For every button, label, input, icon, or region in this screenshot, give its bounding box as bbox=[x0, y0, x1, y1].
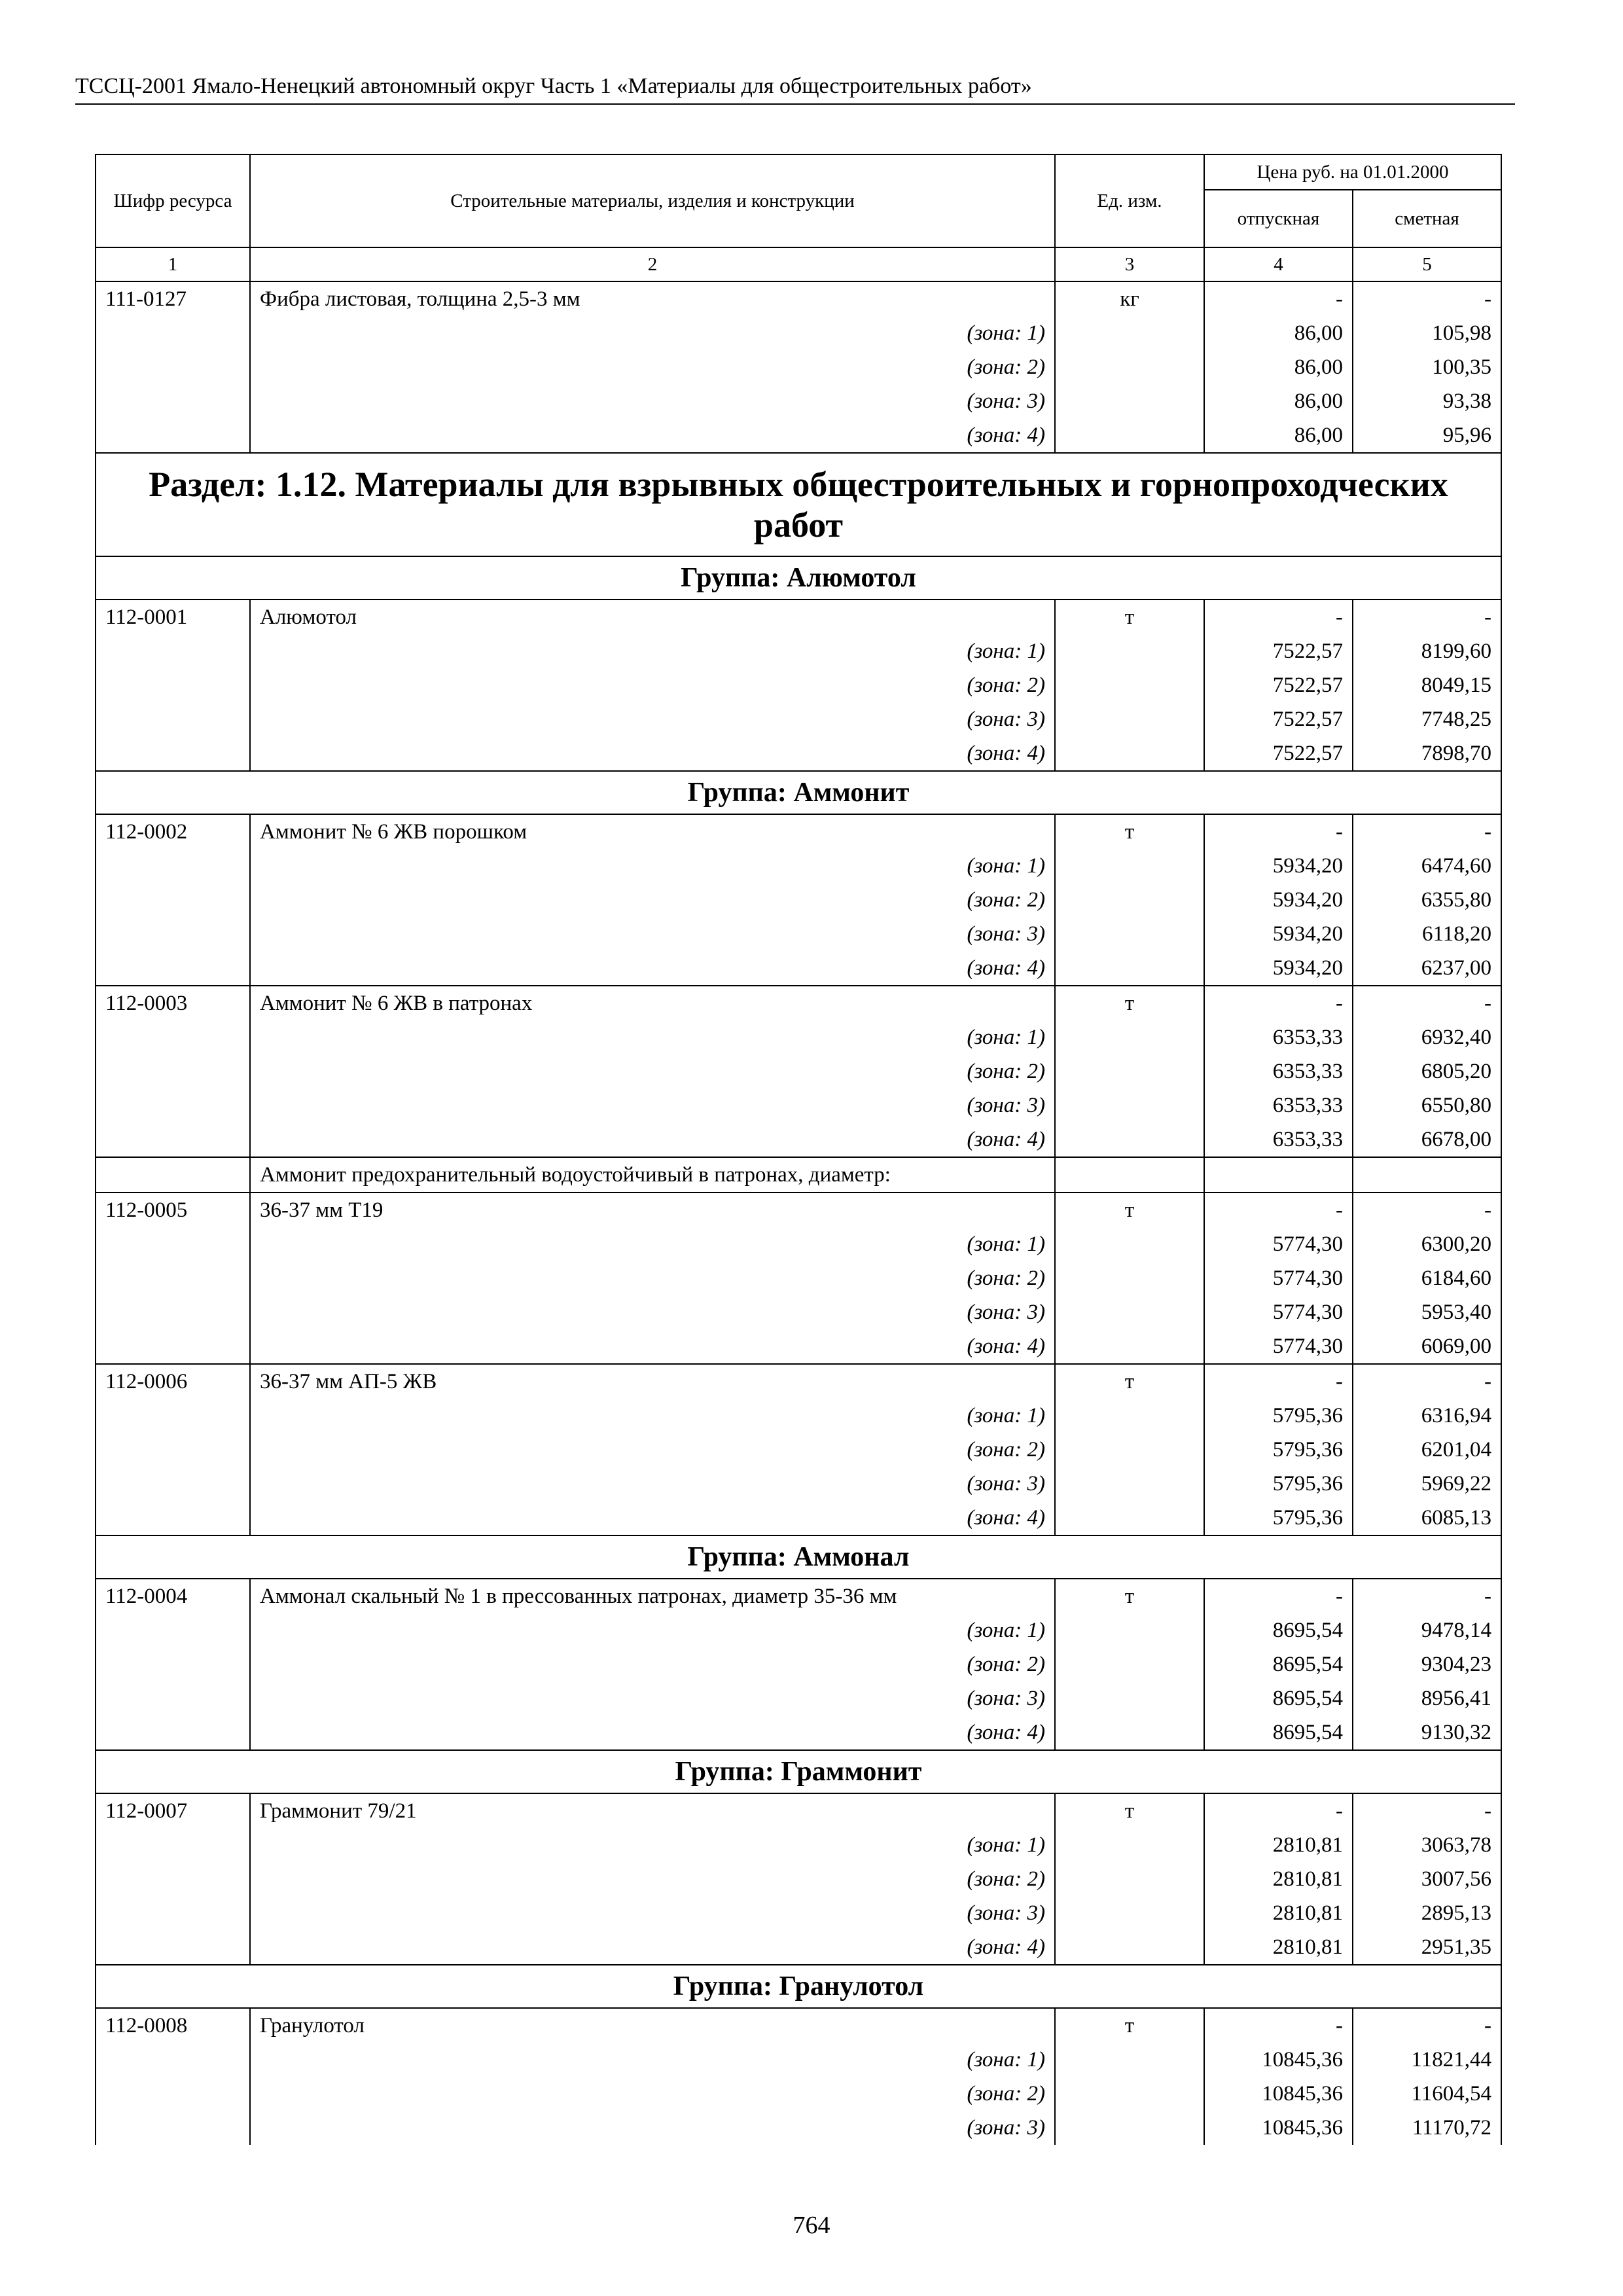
unit-cell bbox=[1055, 1054, 1204, 1088]
release-price: 86,00 bbox=[1204, 316, 1353, 350]
zone-row bbox=[96, 1433, 1501, 1467]
release-price: 5774,30 bbox=[1204, 1261, 1353, 1295]
release-price: 7522,57 bbox=[1204, 668, 1353, 702]
release-price: - bbox=[1204, 1579, 1353, 1613]
release-price: 6353,33 bbox=[1204, 1122, 1353, 1157]
zone-label: (зона: 3) bbox=[250, 2111, 1055, 2145]
unit-cell: т bbox=[1055, 1579, 1204, 1613]
estimate-price: 3007,56 bbox=[1353, 1862, 1501, 1896]
unit-cell bbox=[1055, 418, 1204, 453]
col-header-code: Шифр ресурса bbox=[96, 154, 250, 247]
release-price: 2810,81 bbox=[1204, 1930, 1353, 1965]
unit-cell: т bbox=[1055, 600, 1204, 634]
estimate-price: 8199,60 bbox=[1353, 634, 1501, 668]
zone-label: (зона: 1) bbox=[250, 316, 1055, 350]
estimate-price: 6300,20 bbox=[1353, 1227, 1501, 1261]
resource-code bbox=[96, 702, 250, 736]
resource-code bbox=[96, 2077, 250, 2111]
zone-row bbox=[96, 316, 1501, 350]
col-number: 2 bbox=[250, 247, 1055, 281]
estimate-price: 6118,20 bbox=[1353, 917, 1501, 951]
estimate-price: 6932,40 bbox=[1353, 1020, 1501, 1054]
unit-cell bbox=[1055, 951, 1204, 986]
resource-code bbox=[96, 1020, 250, 1054]
resource-code: 111-0127 bbox=[96, 281, 250, 316]
material-name: 36-37 мм Т19 bbox=[250, 1193, 1055, 1227]
unit-cell bbox=[1055, 1261, 1204, 1295]
resource-code bbox=[96, 1896, 250, 1930]
estimate-price: - bbox=[1353, 281, 1501, 316]
zone-label: (зона: 2) bbox=[250, 2077, 1055, 2111]
resource-code bbox=[96, 1647, 250, 1681]
unit-cell: т bbox=[1055, 1364, 1204, 1399]
zone-label: (зона: 1) bbox=[250, 849, 1055, 883]
section-title: Раздел: 1.12. Материалы для взрывных общестроительных и горнопроходческих работ bbox=[96, 453, 1501, 556]
unit-cell bbox=[1055, 1399, 1204, 1433]
col-header-price: Цена руб. на 01.01.2000 bbox=[1204, 154, 1501, 190]
release-price: 8695,54 bbox=[1204, 1715, 1353, 1750]
unit-cell bbox=[1055, 1930, 1204, 1965]
release-price: 6353,33 bbox=[1204, 1054, 1353, 1088]
resource-code bbox=[96, 418, 250, 453]
zone-label: (зона: 3) bbox=[250, 1467, 1055, 1501]
zone-row bbox=[96, 1896, 1501, 1930]
unit-cell bbox=[1055, 1122, 1204, 1157]
resource-code bbox=[96, 1054, 250, 1088]
estimate-price: 100,35 bbox=[1353, 350, 1501, 384]
zone-label: (зона: 3) bbox=[250, 702, 1055, 736]
release-price: 86,00 bbox=[1204, 384, 1353, 418]
unit-cell: т bbox=[1055, 1193, 1204, 1227]
unit-cell bbox=[1055, 1467, 1204, 1501]
resource-code bbox=[96, 384, 250, 418]
resource-code bbox=[96, 917, 250, 951]
section-row bbox=[96, 453, 1501, 556]
estimate-price: - bbox=[1353, 1364, 1501, 1399]
group-title: Группа: Гранулотол bbox=[96, 1965, 1501, 2008]
unit-cell bbox=[1055, 1501, 1204, 1535]
resource-code bbox=[96, 951, 250, 986]
zone-row bbox=[96, 736, 1501, 771]
release-price: 7522,57 bbox=[1204, 702, 1353, 736]
resource-code bbox=[96, 1828, 250, 1862]
resource-code bbox=[96, 1122, 250, 1157]
release-price: 10845,36 bbox=[1204, 2077, 1353, 2111]
zone-row bbox=[96, 1088, 1501, 1122]
zone-label: (зона: 3) bbox=[250, 1896, 1055, 1930]
zone-label: (зона: 1) bbox=[250, 634, 1055, 668]
page-header: ТССЦ-2001 Ямало-Ненецкий автономный округ Часть 1 «Материалы для общестроительных работ» bbox=[75, 73, 1515, 105]
release-price: 5934,20 bbox=[1204, 951, 1353, 986]
group-title: Группа: Аммонал bbox=[96, 1535, 1501, 1579]
zone-row bbox=[96, 1329, 1501, 1364]
material-name: Аммонал скальный № 1 в прессованных патронах, диаметр 35-36 мм bbox=[250, 1579, 1055, 1613]
estimate-price: 6678,00 bbox=[1353, 1122, 1501, 1157]
zone-label: (зона: 1) bbox=[250, 1613, 1055, 1647]
zone-label: (зона: 1) bbox=[250, 1828, 1055, 1862]
release-price: 8695,54 bbox=[1204, 1681, 1353, 1715]
estimate-price: 7748,25 bbox=[1353, 702, 1501, 736]
zone-row bbox=[96, 384, 1501, 418]
zone-row bbox=[96, 2077, 1501, 2111]
release-price: 5795,36 bbox=[1204, 1433, 1353, 1467]
unit-cell bbox=[1055, 634, 1204, 668]
zone-row bbox=[96, 634, 1501, 668]
release-price: - bbox=[1204, 1193, 1353, 1227]
unit-cell bbox=[1055, 384, 1204, 418]
zone-row bbox=[96, 1647, 1501, 1681]
release-price: 10845,36 bbox=[1204, 2043, 1353, 2077]
resource-code bbox=[96, 1501, 250, 1535]
zone-label: (зона: 2) bbox=[250, 1261, 1055, 1295]
unit-cell: т bbox=[1055, 986, 1204, 1020]
estimate-price: - bbox=[1353, 986, 1501, 1020]
estimate-price: 8956,41 bbox=[1353, 1681, 1501, 1715]
zone-label: (зона: 4) bbox=[250, 1122, 1055, 1157]
release-price: - bbox=[1204, 1364, 1353, 1399]
estimate-price: 6184,60 bbox=[1353, 1261, 1501, 1295]
zone-label: (зона: 2) bbox=[250, 668, 1055, 702]
estimate-price: 11821,44 bbox=[1353, 2043, 1501, 2077]
estimate-price: 9130,32 bbox=[1353, 1715, 1501, 1750]
zone-row bbox=[96, 1054, 1501, 1088]
resource-code: 112-0007 bbox=[96, 1793, 250, 1828]
unit-cell bbox=[1055, 1862, 1204, 1896]
release-price: - bbox=[1204, 2008, 1353, 2043]
resource-code: 112-0004 bbox=[96, 1579, 250, 1613]
estimate-price: 2895,13 bbox=[1353, 1896, 1501, 1930]
estimate-price: 6201,04 bbox=[1353, 1433, 1501, 1467]
unit-cell bbox=[1055, 1295, 1204, 1329]
zone-row bbox=[96, 1501, 1501, 1535]
zone-row bbox=[96, 951, 1501, 986]
unit-cell bbox=[1055, 350, 1204, 384]
release-price: 6353,33 bbox=[1204, 1020, 1353, 1054]
estimate-price: 7898,70 bbox=[1353, 736, 1501, 771]
unit-cell bbox=[1055, 1088, 1204, 1122]
estimate-price: 6085,13 bbox=[1353, 1501, 1501, 1535]
unit-cell bbox=[1055, 1681, 1204, 1715]
estimate-price: - bbox=[1353, 1793, 1501, 1828]
zone-label: (зона: 1) bbox=[250, 2043, 1055, 2077]
zone-row bbox=[96, 917, 1501, 951]
release-price: 5934,20 bbox=[1204, 849, 1353, 883]
release-price: 7522,57 bbox=[1204, 634, 1353, 668]
zone-row bbox=[96, 2111, 1501, 2145]
zone-label: (зона: 4) bbox=[250, 1329, 1055, 1364]
unit-cell: т bbox=[1055, 814, 1204, 849]
zone-label: (зона: 2) bbox=[250, 1433, 1055, 1467]
unit-cell bbox=[1055, 1020, 1204, 1054]
estimate-price: 6805,20 bbox=[1353, 1054, 1501, 1088]
zone-label: (зона: 3) bbox=[250, 1681, 1055, 1715]
resource-code bbox=[96, 1467, 250, 1501]
zone-label: (зона: 4) bbox=[250, 951, 1055, 986]
material-name: 36-37 мм АП-5 ЖВ bbox=[250, 1364, 1055, 1399]
group-title: Группа: Граммонит bbox=[96, 1750, 1501, 1793]
estimate-price bbox=[1353, 1157, 1501, 1193]
zone-label: (зона: 4) bbox=[250, 418, 1055, 453]
resource-code bbox=[96, 736, 250, 771]
unit-cell bbox=[1055, 668, 1204, 702]
col-number: 3 bbox=[1055, 247, 1204, 281]
material-name: Гранулотол bbox=[250, 2008, 1055, 2043]
zone-label: (зона: 3) bbox=[250, 384, 1055, 418]
zone-label: (зона: 3) bbox=[250, 1088, 1055, 1122]
zone-row bbox=[96, 1681, 1501, 1715]
release-price: - bbox=[1204, 281, 1353, 316]
estimate-price: 95,96 bbox=[1353, 418, 1501, 453]
release-price: 5934,20 bbox=[1204, 883, 1353, 917]
estimate-price: 6474,60 bbox=[1353, 849, 1501, 883]
zone-label: (зона: 4) bbox=[250, 1501, 1055, 1535]
unit-cell bbox=[1055, 316, 1204, 350]
item-row bbox=[96, 1193, 1501, 1227]
zone-label: (зона: 4) bbox=[250, 736, 1055, 771]
table-body bbox=[96, 281, 1501, 2145]
unit-cell bbox=[1055, 736, 1204, 771]
item-row bbox=[96, 1364, 1501, 1399]
estimate-price: - bbox=[1353, 1193, 1501, 1227]
resource-code bbox=[96, 1715, 250, 1750]
col-header-unit: Ед. изм. bbox=[1055, 154, 1204, 247]
price-table bbox=[95, 154, 1502, 2145]
zone-row bbox=[96, 1467, 1501, 1501]
release-price: 5795,36 bbox=[1204, 1467, 1353, 1501]
release-price: 8695,54 bbox=[1204, 1613, 1353, 1647]
zone-row bbox=[96, 1122, 1501, 1157]
release-price: - bbox=[1204, 600, 1353, 634]
zone-row bbox=[96, 1227, 1501, 1261]
resource-code bbox=[96, 2043, 250, 2077]
group-title: Группа: Алюмотол bbox=[96, 556, 1501, 600]
resource-code bbox=[96, 1157, 250, 1193]
estimate-price: 11170,72 bbox=[1353, 2111, 1501, 2145]
resource-code bbox=[96, 634, 250, 668]
resource-code bbox=[96, 883, 250, 917]
release-price: - bbox=[1204, 1793, 1353, 1828]
group-title: Группа: Аммонит bbox=[96, 771, 1501, 814]
release-price: - bbox=[1204, 814, 1353, 849]
release-price: 5795,36 bbox=[1204, 1399, 1353, 1433]
resource-code bbox=[96, 1399, 250, 1433]
estimate-price: - bbox=[1353, 1579, 1501, 1613]
resource-code: 112-0008 bbox=[96, 2008, 250, 2043]
zone-row bbox=[96, 418, 1501, 453]
estimate-price: 6069,00 bbox=[1353, 1329, 1501, 1364]
estimate-price: 9304,23 bbox=[1353, 1647, 1501, 1681]
resource-code bbox=[96, 2111, 250, 2145]
unit-cell bbox=[1055, 1433, 1204, 1467]
resource-code bbox=[96, 1329, 250, 1364]
zone-row bbox=[96, 1399, 1501, 1433]
zone-row bbox=[96, 1020, 1501, 1054]
unit-cell: т bbox=[1055, 2008, 1204, 2043]
resource-code bbox=[96, 1433, 250, 1467]
estimate-price: 9478,14 bbox=[1353, 1613, 1501, 1647]
resource-code bbox=[96, 1613, 250, 1647]
release-price: 7522,57 bbox=[1204, 736, 1353, 771]
release-price: 6353,33 bbox=[1204, 1088, 1353, 1122]
release-price: 86,00 bbox=[1204, 418, 1353, 453]
estimate-price: 3063,78 bbox=[1353, 1828, 1501, 1862]
release-price bbox=[1204, 1157, 1353, 1193]
zone-label: (зона: 2) bbox=[250, 1054, 1055, 1088]
material-name: Аммонит № 6 ЖВ порошком bbox=[250, 814, 1055, 849]
zone-label: (зона: 2) bbox=[250, 1647, 1055, 1681]
estimate-price: 6237,00 bbox=[1353, 951, 1501, 986]
zone-label: (зона: 2) bbox=[250, 1862, 1055, 1896]
zone-row bbox=[96, 1715, 1501, 1750]
material-name: Фибра листовая, толщина 2,5-3 мм bbox=[250, 281, 1055, 316]
item-row bbox=[96, 281, 1501, 316]
zone-label: (зона: 4) bbox=[250, 1930, 1055, 1965]
estimate-price: - bbox=[1353, 2008, 1501, 2043]
material-name: Алюмотол bbox=[250, 600, 1055, 634]
resource-code: 112-0006 bbox=[96, 1364, 250, 1399]
release-price: 10845,36 bbox=[1204, 2111, 1353, 2145]
estimate-price: - bbox=[1353, 814, 1501, 849]
resource-code bbox=[96, 1295, 250, 1329]
release-price: - bbox=[1204, 986, 1353, 1020]
zone-row bbox=[96, 1261, 1501, 1295]
estimate-price: 5953,40 bbox=[1353, 1295, 1501, 1329]
estimate-price: - bbox=[1353, 600, 1501, 634]
col-number: 4 bbox=[1204, 247, 1353, 281]
zone-row bbox=[96, 849, 1501, 883]
resource-code: 112-0002 bbox=[96, 814, 250, 849]
estimate-price: 6355,80 bbox=[1353, 883, 1501, 917]
zone-row bbox=[96, 2043, 1501, 2077]
unit-cell bbox=[1055, 917, 1204, 951]
col-header-release: отпускная bbox=[1204, 190, 1353, 247]
unit-cell: т bbox=[1055, 1793, 1204, 1828]
zone-label: (зона: 3) bbox=[250, 917, 1055, 951]
item-row bbox=[96, 814, 1501, 849]
unit-cell bbox=[1055, 2111, 1204, 2145]
unit-cell bbox=[1055, 1828, 1204, 1862]
resource-code: 112-0001 bbox=[96, 600, 250, 634]
zone-row bbox=[96, 350, 1501, 384]
unit-cell bbox=[1055, 2043, 1204, 2077]
resource-code bbox=[96, 1681, 250, 1715]
estimate-price: 2951,35 bbox=[1353, 1930, 1501, 1965]
material-name: Аммонит № 6 ЖВ в патронах bbox=[250, 986, 1055, 1020]
release-price: 5774,30 bbox=[1204, 1227, 1353, 1261]
resource-code bbox=[96, 1862, 250, 1896]
unit-cell bbox=[1055, 1896, 1204, 1930]
release-price: 2810,81 bbox=[1204, 1896, 1353, 1930]
zone-row bbox=[96, 1862, 1501, 1896]
resource-code: 112-0003 bbox=[96, 986, 250, 1020]
unit-cell: кг bbox=[1055, 281, 1204, 316]
estimate-price: 5969,22 bbox=[1353, 1467, 1501, 1501]
col-number: 1 bbox=[96, 247, 250, 281]
resource-code bbox=[96, 849, 250, 883]
zone-row bbox=[96, 1828, 1501, 1862]
unit-cell bbox=[1055, 849, 1204, 883]
resource-code bbox=[96, 668, 250, 702]
group-row bbox=[96, 771, 1501, 814]
resource-code bbox=[96, 1261, 250, 1295]
release-price: 5774,30 bbox=[1204, 1295, 1353, 1329]
unit-cell bbox=[1055, 1613, 1204, 1647]
page-number: 764 bbox=[793, 2212, 830, 2239]
resource-code bbox=[96, 1227, 250, 1261]
zone-label: (зона: 3) bbox=[250, 1295, 1055, 1329]
release-price: 8695,54 bbox=[1204, 1647, 1353, 1681]
unit-cell bbox=[1055, 1157, 1204, 1193]
zone-label: (зона: 1) bbox=[250, 1399, 1055, 1433]
release-price: 2810,81 bbox=[1204, 1862, 1353, 1896]
zone-row bbox=[96, 702, 1501, 736]
item-row bbox=[96, 1579, 1501, 1613]
item-row bbox=[96, 600, 1501, 634]
material-name: Граммонит 79/21 bbox=[250, 1793, 1055, 1828]
subheading-row bbox=[96, 1157, 1501, 1193]
unit-cell bbox=[1055, 1715, 1204, 1750]
release-price: 5795,36 bbox=[1204, 1501, 1353, 1535]
estimate-price: 11604,54 bbox=[1353, 2077, 1501, 2111]
group-row bbox=[96, 1965, 1501, 2008]
zone-label: (зона: 1) bbox=[250, 1227, 1055, 1261]
zone-label: (зона: 2) bbox=[250, 350, 1055, 384]
item-row bbox=[96, 986, 1501, 1020]
resource-code bbox=[96, 1930, 250, 1965]
unit-cell bbox=[1055, 1647, 1204, 1681]
col-number: 5 bbox=[1353, 247, 1501, 281]
unit-cell bbox=[1055, 1227, 1204, 1261]
item-row bbox=[96, 2008, 1501, 2043]
zone-row bbox=[96, 1613, 1501, 1647]
resource-code bbox=[96, 350, 250, 384]
estimate-price: 105,98 bbox=[1353, 316, 1501, 350]
estimate-price: 93,38 bbox=[1353, 384, 1501, 418]
group-row bbox=[96, 1535, 1501, 1579]
zone-row bbox=[96, 883, 1501, 917]
zone-row bbox=[96, 1295, 1501, 1329]
zone-label: (зона: 4) bbox=[250, 1715, 1055, 1750]
unit-cell bbox=[1055, 2077, 1204, 2111]
col-header-estimate: сметная bbox=[1353, 190, 1501, 247]
zone-row bbox=[96, 668, 1501, 702]
estimate-price: 8049,15 bbox=[1353, 668, 1501, 702]
resource-code bbox=[96, 1088, 250, 1122]
release-price: 2810,81 bbox=[1204, 1828, 1353, 1862]
unit-cell bbox=[1055, 702, 1204, 736]
resource-code: 112-0005 bbox=[96, 1193, 250, 1227]
group-row bbox=[96, 1750, 1501, 1793]
estimate-price: 6316,94 bbox=[1353, 1399, 1501, 1433]
unit-cell bbox=[1055, 1329, 1204, 1364]
resource-code bbox=[96, 316, 250, 350]
col-header-name: Строительные материалы, изделия и конструкции bbox=[250, 154, 1055, 247]
release-price: 86,00 bbox=[1204, 350, 1353, 384]
release-price: 5934,20 bbox=[1204, 917, 1353, 951]
release-price: 5774,30 bbox=[1204, 1329, 1353, 1364]
zone-row bbox=[96, 1930, 1501, 1965]
zone-label: (зона: 1) bbox=[250, 1020, 1055, 1054]
item-row bbox=[96, 1793, 1501, 1828]
unit-cell bbox=[1055, 883, 1204, 917]
material-subheading: Аммонит предохранительный водоустойчивый в патронах, диаметр: bbox=[250, 1157, 1055, 1193]
zone-label: (зона: 2) bbox=[250, 883, 1055, 917]
group-row bbox=[96, 556, 1501, 600]
estimate-price: 6550,80 bbox=[1353, 1088, 1501, 1122]
